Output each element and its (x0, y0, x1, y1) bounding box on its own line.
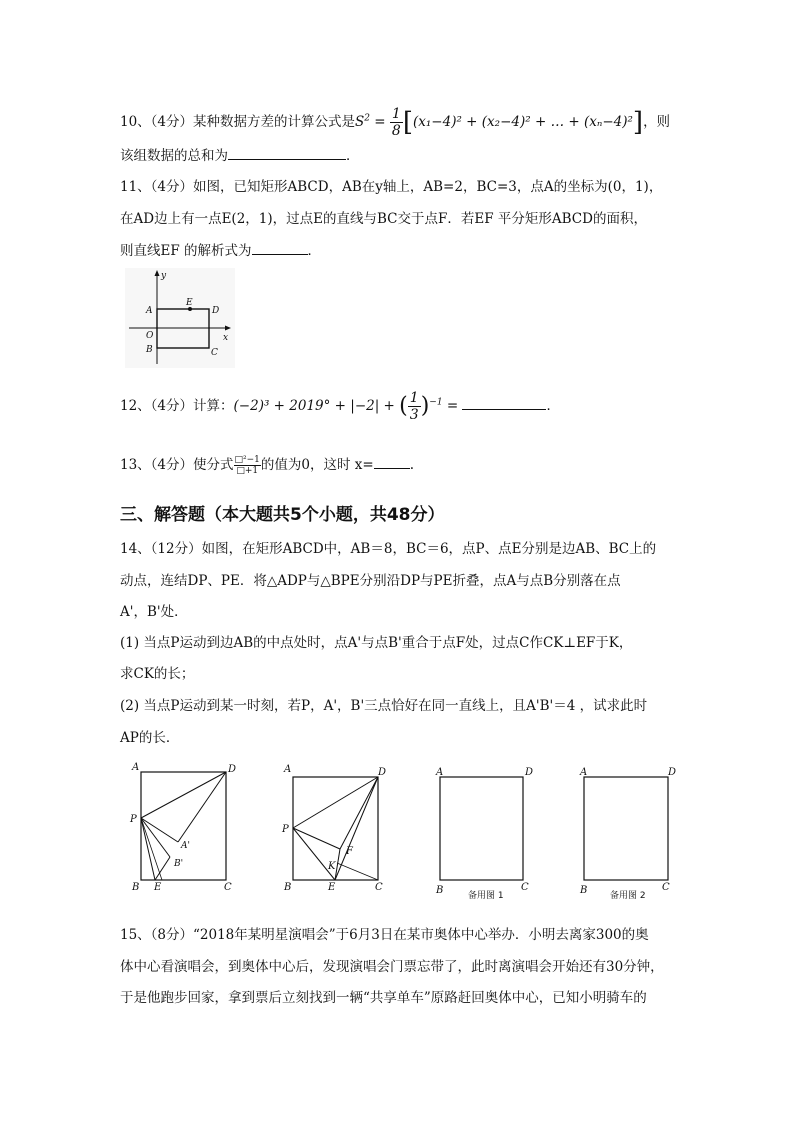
q13-line: 13、（4分）使分式 $\frac{\text{□²−1}}{□+1}$ 的值为0，这时 x= . (120, 455, 415, 476)
fig4-label-A: A (580, 767, 588, 778)
q14-line5: 求CK的长； (120, 666, 195, 682)
q11-line1: 11、（4分）如图，已知矩形ABCD，AB在y轴上，AB=2，BC=3，点A的坐标为(0，1)， (120, 179, 663, 195)
q11-label-E: E (186, 298, 193, 308)
q15-line3: 于是他跑步回家，拿到票后立刻找到一辆“共享单车”原路赶回奥体中心，已知小明骑车的 (120, 990, 647, 1006)
fig3-label-A: A (436, 767, 444, 778)
fig4-caption: 备用图 2 (610, 891, 646, 901)
q11-label-x: x (223, 333, 229, 343)
fig1-label-P: P (130, 814, 137, 825)
q11-line3: 则直线EF 的解析式为 ． (120, 240, 321, 260)
q11-label-A: A (146, 306, 153, 316)
fig2-label-C: C (375, 882, 383, 893)
q12-expression: (−2)³ + 2019° + |−2| + ( $\frac{1}{3}$ )$^{-1}$ = (233, 390, 459, 423)
fig1-label-B: B (132, 882, 140, 893)
fig3-caption: 备用图 1 (468, 891, 504, 901)
fig1-label-A: A (132, 762, 140, 773)
fig1-label-C: C (224, 882, 232, 893)
fig1-label-E: E (154, 882, 162, 893)
q10-prefix: 10、（4分）某种数据方差的计算公式是 (120, 114, 356, 130)
q12-answer-blank[interactable] (462, 395, 546, 410)
q13-fraction: $\frac{\text{□²−1}}{□+1}$ (234, 455, 260, 476)
q14-figure-2 (280, 762, 400, 897)
fig4-label-B: B (580, 885, 588, 896)
fig1-label-B-prime: B' (174, 859, 184, 869)
fig4-label-D: D (668, 767, 677, 778)
q14-line6: (2) 当点P运动到某一时刻，若P，A'，B'三点恰好在同一直线上，且A'B'＝4 ，试求此时 (120, 698, 648, 714)
q14-figure-1 (128, 762, 248, 897)
q11-label-y: y (161, 271, 167, 281)
q11-figure (125, 268, 235, 368)
q14-line7: AP的长． (120, 730, 180, 746)
fig2-label-K: K (328, 861, 336, 872)
fig4-label-C: C (662, 882, 670, 893)
fig2-label-P: P (282, 824, 289, 835)
q15-line2: 体中心看演唱会，到奥体中心后，发现演唱会门票忘带了，此时离演唱会开始还有30分钟， (120, 959, 664, 975)
q10-answer-blank[interactable] (228, 145, 346, 160)
q14-line3: A'，B'处． (120, 604, 188, 620)
fig2-label-F: F (346, 846, 353, 857)
q10-suffix: ，则 (643, 114, 671, 130)
q15-line1: 15、（8分）“2018年某明星演唱会”于6月3日在某市奥体中心举办．小明去离家300的奥 (120, 927, 649, 943)
q10-line1 (120, 106, 670, 139)
q11-line2: 在AD边上有一点E(2，1)，过点E的直线与BC交于点F．若EF 平分矩形ABCD的面积， (120, 211, 647, 227)
fig3-label-D: D (525, 767, 534, 778)
q10-formula: $S^2$ = $\frac{1}{8}$ [(x₁−4)² + (x₂−4)² + … + (xₙ−4)²] (355, 106, 644, 139)
fig2-label-A: A (284, 764, 292, 775)
q11-label-O: O (146, 331, 154, 341)
fig1-label-D: D (228, 764, 237, 775)
q14-line4: (1) 当点P运动到边AB的中点处时，点A'与点B'重合于点F处，过点C作CK⊥EF于K， (120, 635, 633, 651)
fig3-label-B: B (436, 885, 444, 896)
q13-answer-blank[interactable] (374, 454, 410, 469)
q14-figure-backup-2 (574, 762, 694, 902)
fig2-label-D: D (378, 767, 387, 778)
q10-line2: 该组数据的总和为 ． (120, 145, 360, 165)
q14-line1: 14、（12分）如图，在矩形ABCD中，AB＝8，BC＝6，点P、点E分别是边AB、BC上的 (120, 541, 657, 557)
q11-label-D: D (212, 306, 220, 316)
fig1-label-A-prime: A' (181, 841, 190, 851)
q14-line2: 动点，连结DP、PE．将△ADP与△BPE分别沿DP与PE折叠，点A与点B分别落在点 (120, 573, 621, 589)
fig3-label-C: C (521, 882, 529, 893)
q14-figure-backup-1 (430, 762, 545, 902)
q11-answer-blank[interactable] (252, 240, 308, 255)
q12-line: 12、（4分）计算：(−2)³ + 2019° + |−2| + ( $\frac{1}{3}$ )$^{-1}$ = ． (120, 390, 560, 423)
fig2-label-B: B (284, 882, 292, 893)
fig2-label-E: E (328, 882, 336, 893)
q11-label-C: C (211, 348, 218, 358)
section-3-title: 三、解答题（本大题共5个小题，共48分） (120, 505, 445, 525)
q11-label-B: B (146, 345, 153, 355)
